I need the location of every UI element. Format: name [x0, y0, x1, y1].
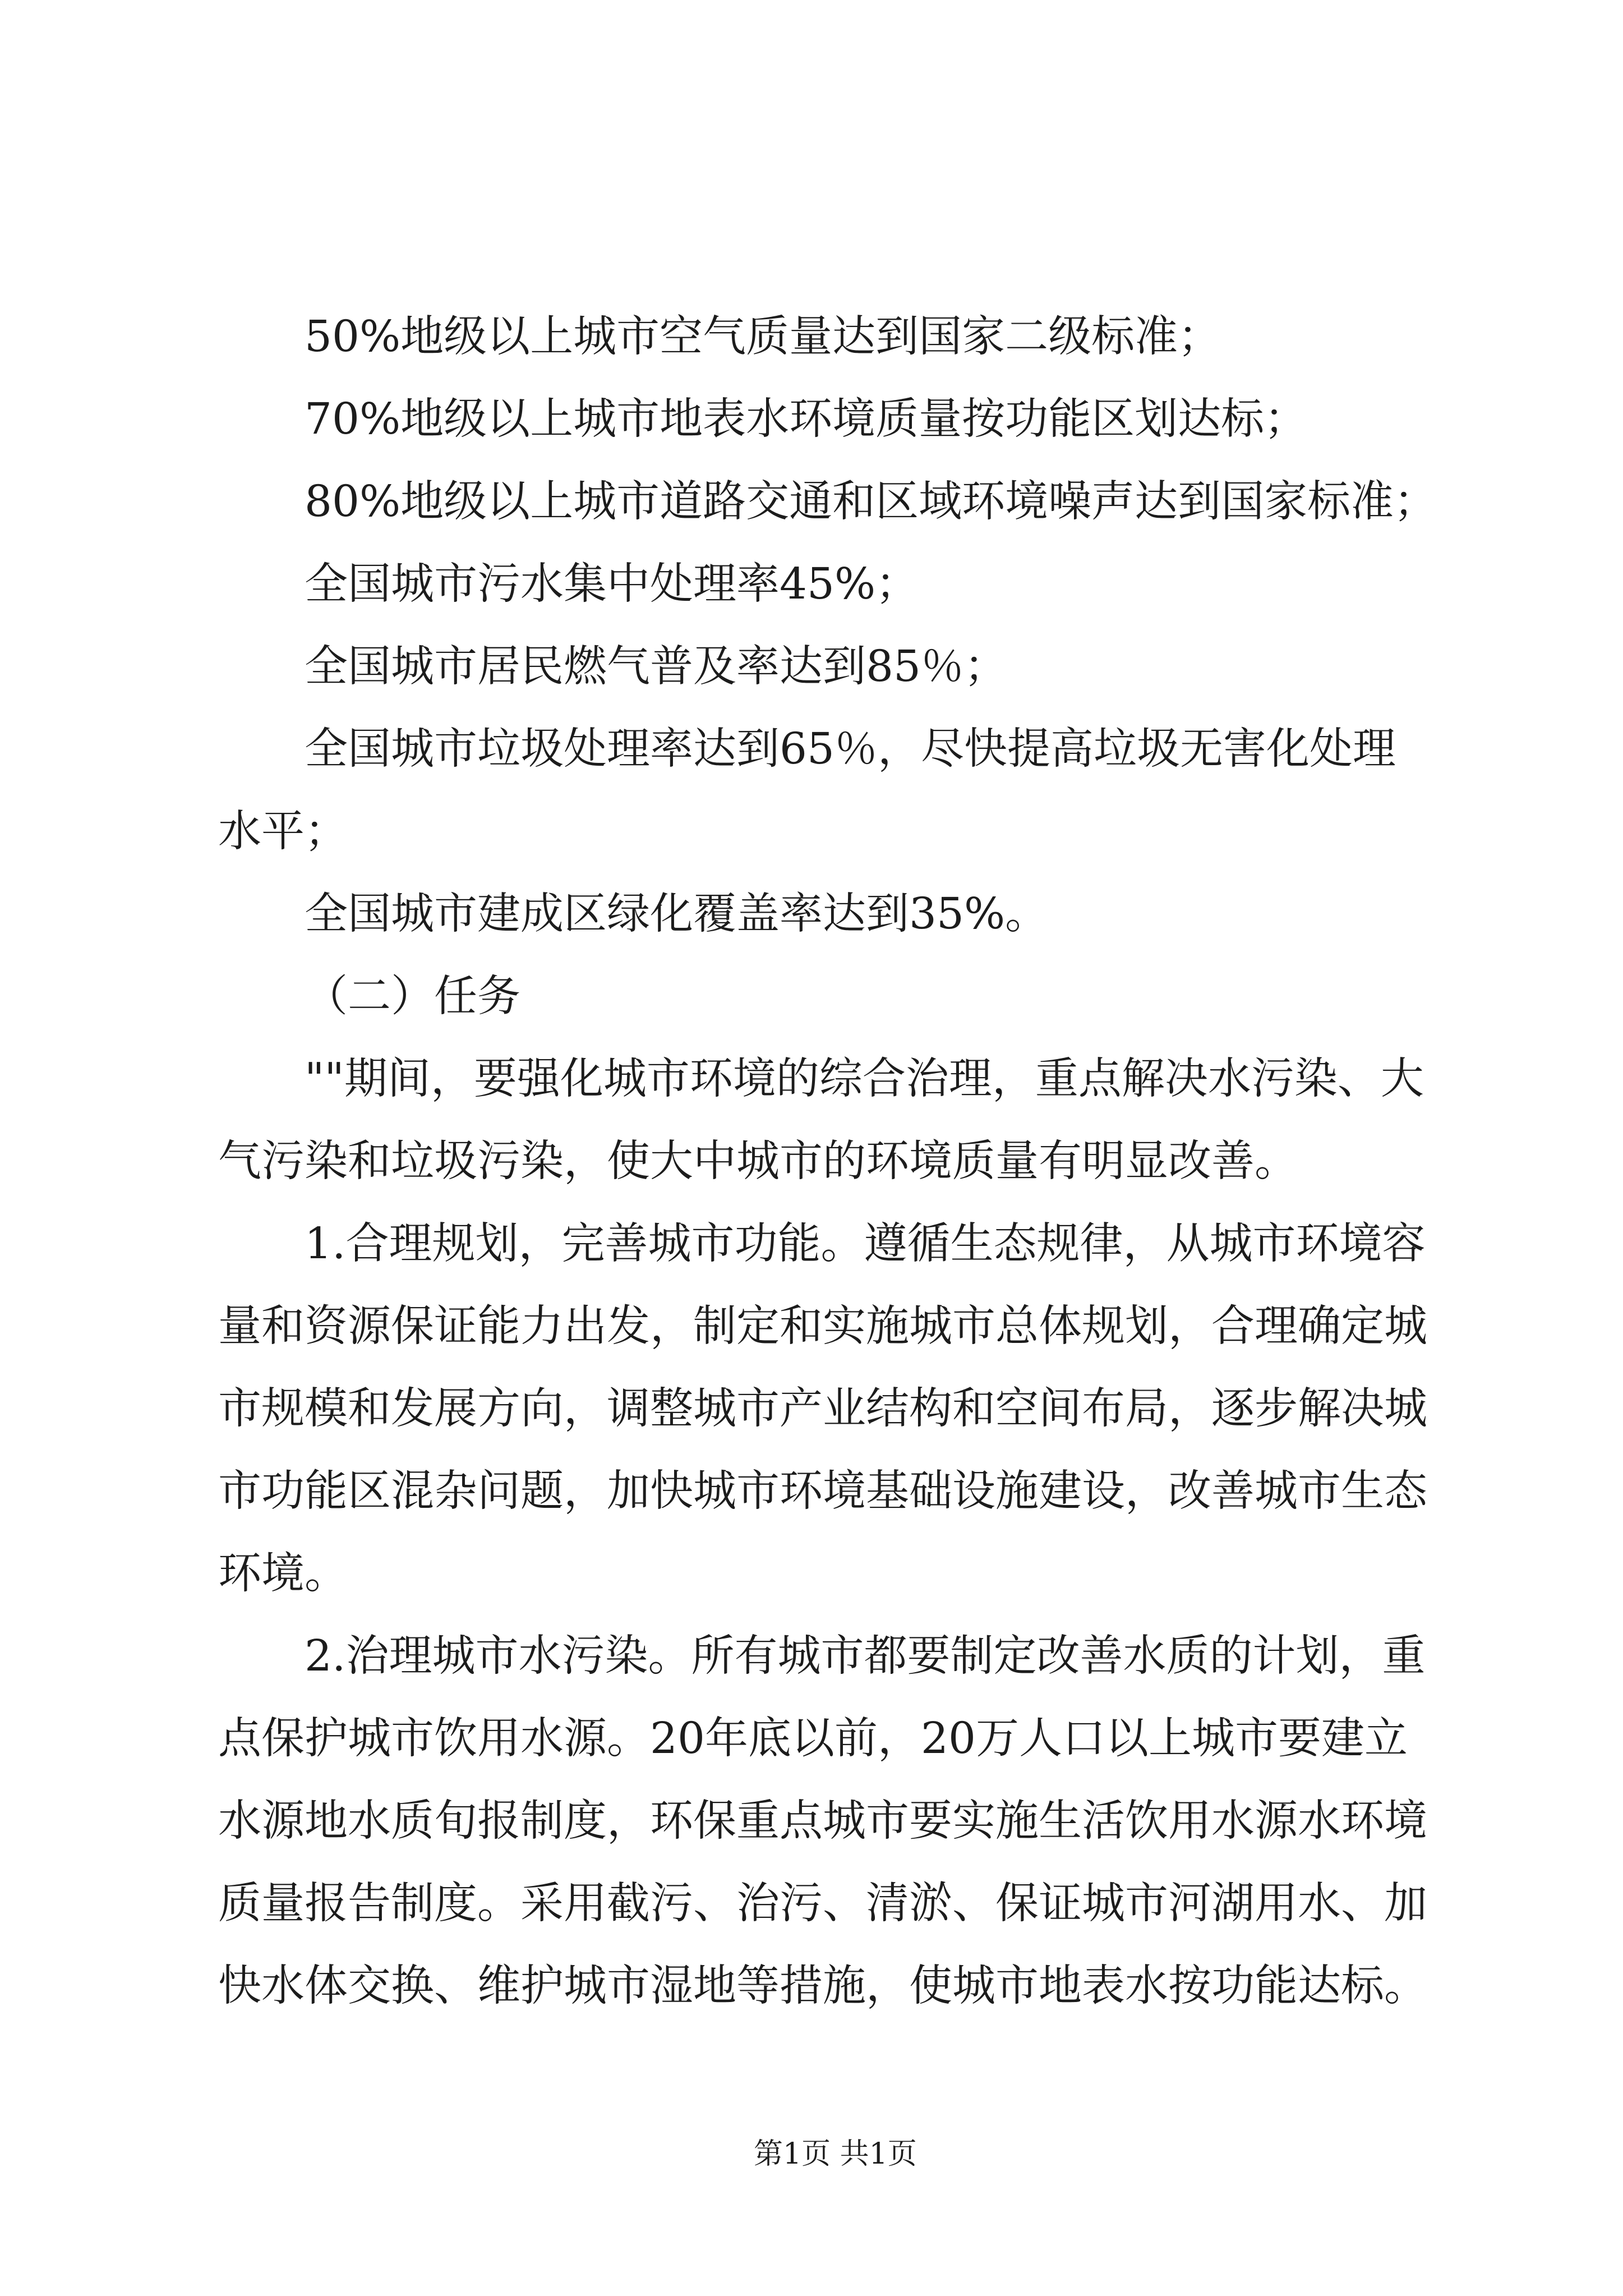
text-line: 全国城市居民燃气普及率达到85％；	[305, 642, 1007, 692]
text-line: 50%地级以上城市空气质量达到国家二级标准；	[305, 312, 1221, 362]
text-line: 80%地级以上城市道路交通和区域环境噪声达到国家标准；	[305, 477, 1437, 527]
document-body	[218, 296, 1480, 2027]
text-line: 量和资源保证能力出发，制定和实施城市总体规划，合理确定城	[218, 1301, 1427, 1351]
text-line: 环境。	[218, 1549, 348, 1599]
text-line: ""期间，要强化城市环境的综合治理，重点解决水污染、大	[305, 1054, 1424, 1104]
target-item-sewage	[218, 543, 1480, 625]
page-footer: 第1页 共1页	[754, 2137, 917, 2171]
text-line: 点保护城市饮用水源。20年底以前，20万人口以上城市要建立	[218, 1714, 1408, 1764]
text-line: 水平；	[218, 807, 348, 857]
text-line: 1.合理规划，完善城市功能。遵循生态规律，从城市环境容	[305, 1219, 1426, 1269]
text-line: 快水体交换、维护城市湿地等措施，使城市地表水按功能达标。	[218, 1961, 1427, 2011]
text-line: 70%地级以上城市地表水环境质量按功能区划达标；	[305, 394, 1308, 444]
text-line: 质量报告制度。采用截污、治污、清淤、保证城市河湖用水、加	[218, 1879, 1427, 1929]
text-line: 水源地水质旬报制度，环保重点城市要实施生活饮用水源水环境	[218, 1796, 1427, 1846]
target-item-noise	[218, 461, 1480, 543]
text-line: 2.治理城市水污染。所有城市都要制定改善水质的计划，重	[305, 1631, 1426, 1681]
text-line: 气污染和垃圾污染，使大中城市的环境质量有明显改善。	[218, 1137, 1298, 1186]
text-line: 市规模和发展方向，调整城市产业结构和空间布局，逐步解决城	[218, 1384, 1427, 1434]
task-1-paragraph	[218, 1203, 1480, 1615]
section-heading	[218, 955, 1480, 1038]
target-item-gas	[218, 625, 1480, 708]
target-item-greening	[218, 873, 1480, 955]
text-line: 全国城市污水集中处理率45%；	[305, 559, 919, 609]
target-item-air-quality	[218, 296, 1480, 378]
text-line: 全国城市垃圾处理率达到65％，尽快提高垃圾无害化处理	[305, 724, 1396, 774]
target-item-surface-water	[218, 378, 1480, 461]
text-line: （二）任务	[305, 972, 520, 1022]
text-line: 全国城市建成区绿化覆盖率达到35%。	[305, 889, 1049, 939]
text-line: 市功能区混杂问题，加快城市环境基础设施建设，改善城市生态	[218, 1466, 1427, 1516]
task-2-paragraph	[218, 1615, 1480, 2027]
task-intro-paragraph	[218, 1038, 1480, 1203]
target-item-garbage	[218, 708, 1480, 873]
